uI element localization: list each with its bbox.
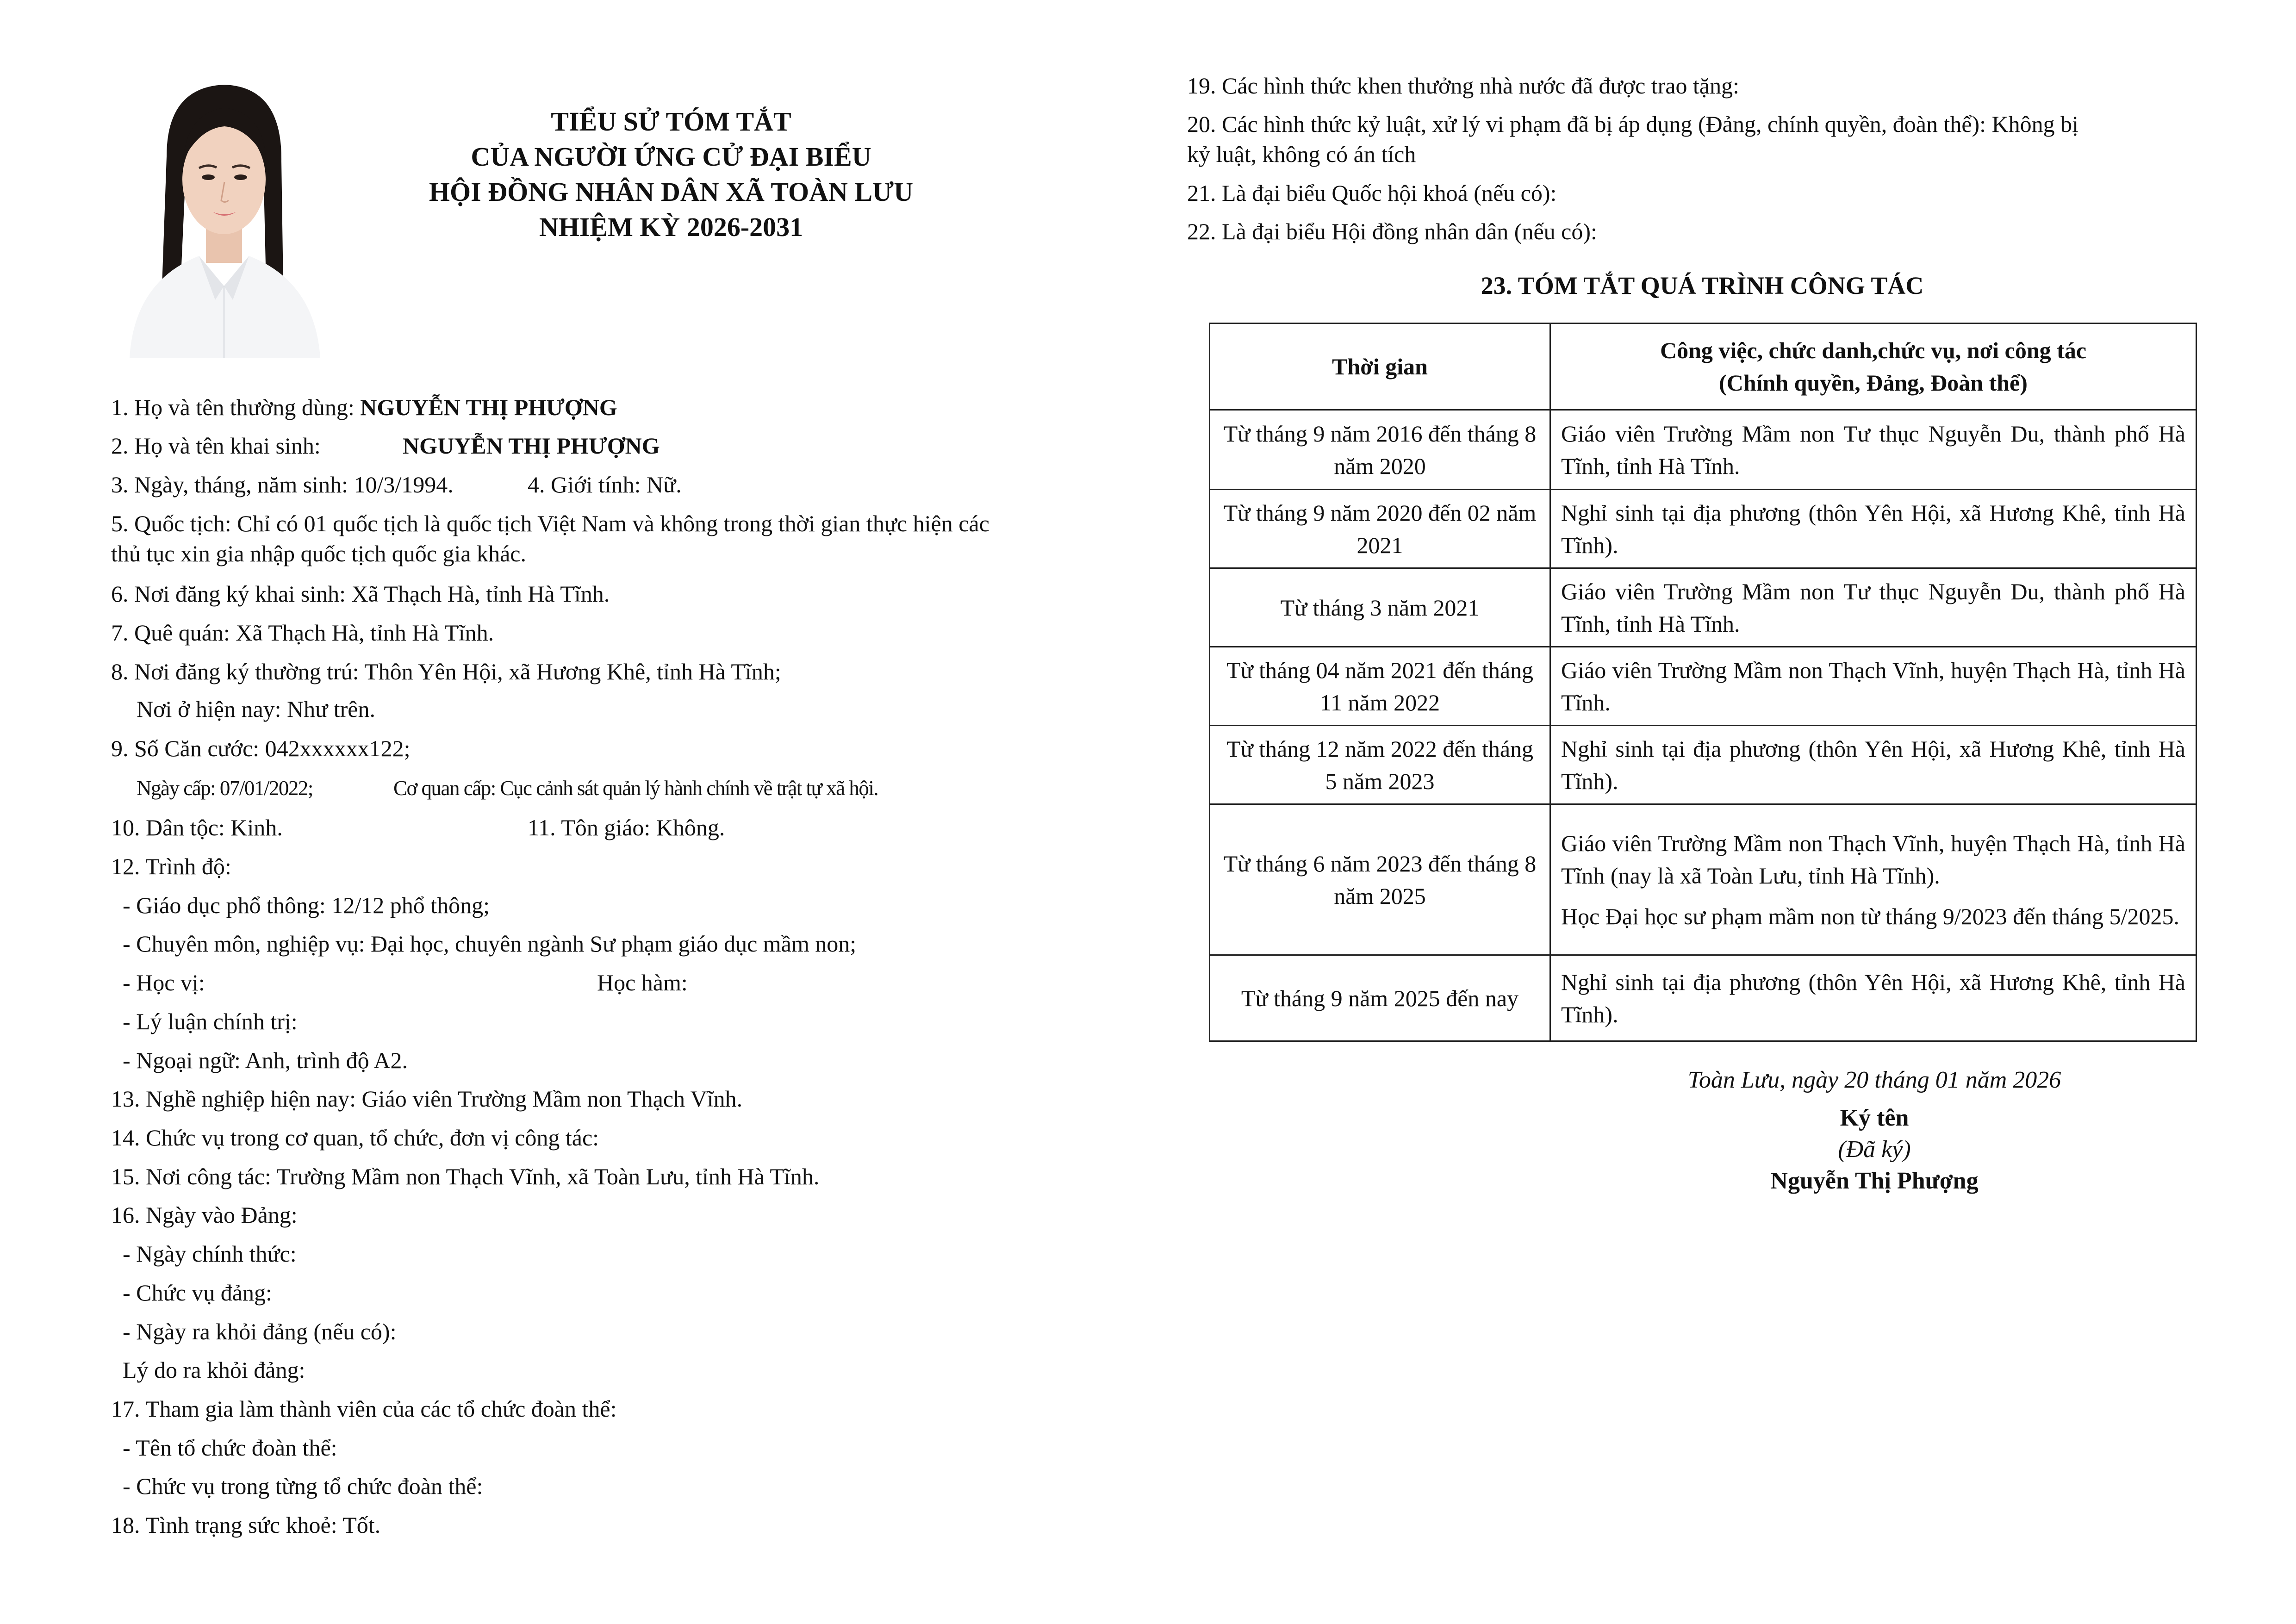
field-foreign-language: - Ngoại ngữ: Anh, trình độ A2.: [123, 1047, 408, 1073]
field-party-leave-date: - Ngày ra khỏi đảng (nếu có):: [123, 1319, 397, 1344]
row-job: [1550, 490, 2196, 568]
field-party-join-date: 16. Ngày vào Đảng:: [111, 1202, 298, 1228]
field-party-position: - Chức vụ đảng:: [123, 1280, 272, 1306]
table-row: [1210, 955, 2196, 1041]
row-time: Từ tháng 3 năm 2021: [1210, 568, 1550, 647]
row-time: Từ tháng 9 năm 2020 đến 02 năm 2021: [1210, 490, 1550, 568]
field-discipline-line-2: kỷ luật, không có án tích: [1187, 141, 1416, 167]
field-health-status: 18. Tình trạng sức khoẻ: Tốt.: [111, 1512, 381, 1538]
column-header-job: [1550, 324, 2196, 410]
field-nationality-line-1: 5. Quốc tịch: Chỉ có 01 quốc tịch là quốc tịch Việt Nam và không trong thời gian thực hiện các: [111, 510, 989, 536]
field-workplace: 15. Nơi công tác: Trường Mầm non Thạch Vĩnh, xã Toàn Lưu, tỉnh Hà Tĩnh.: [111, 1164, 820, 1189]
row-time: Từ tháng 04 năm 2021 đến tháng 11 năm 2022: [1210, 647, 1550, 726]
common-name-value: NGUYỄN THỊ PHƯỢNG: [360, 394, 617, 420]
title-line-2: CỦA NGƯỜI ỨNG CỬ ĐẠI BIỂU: [471, 142, 871, 172]
field-religion: 11. Tôn giáo: Không.: [528, 815, 725, 840]
field-state-awards: 19. Các hình thức khen thưởng nhà nước đã được trao tặng:: [1187, 73, 1739, 99]
field-party-leave-reason: Lý do ra khỏi đảng:: [123, 1357, 305, 1383]
job-entry: Giáo viên Trường Mầm non Tư thục Nguyễn Du, thành phố Hà Tĩnh, tỉnh Hà Tĩnh.: [1561, 420, 2185, 479]
field-education: 12. Trình độ:: [111, 853, 231, 879]
field-id-issuer: Cơ quan cấp: Cục cảnh sát quản lý hành chính về trật tự xã hội.: [393, 777, 878, 800]
row-time: Từ tháng 6 năm 2023 đến tháng 8 năm 2025: [1210, 804, 1550, 955]
field-birth-date: 3. Ngày, tháng, năm sinh: 10/3/1994.: [111, 472, 454, 498]
table-row: [1210, 647, 2196, 726]
job-entry: Nghỉ sinh tại địa phương (thôn Yên Hội, xã Hương Khê, tỉnh Hà Tĩnh).: [1561, 735, 2185, 794]
table-row: [1210, 804, 2196, 955]
field-organization-name: - Tên tổ chức đoàn thể:: [123, 1435, 337, 1461]
row-time: Từ tháng 12 năm 2022 đến tháng 5 năm 2023: [1210, 726, 1550, 804]
signature-signed-note: (Đã ký): [1838, 1136, 1911, 1163]
field-academic-title: Học hàm:: [597, 970, 688, 996]
row-job: [1550, 955, 2196, 1041]
job-entry: Nghỉ sinh tại địa phương (thôn Yên Hội, xã Hương Khê, tỉnh Hà Tĩnh).: [1561, 969, 2185, 1027]
column-header-job-line-1: Công việc, chức danh,chức vụ, nơi công tác: [1660, 337, 2087, 363]
column-header-time: Thời gian: [1210, 324, 1550, 410]
field-common-name: [111, 393, 617, 421]
table-header-row: [1210, 324, 2196, 410]
candidate-portrait-photo: [111, 68, 334, 358]
field-birth-name-label: 2. Họ và tên khai sinh:: [111, 433, 321, 459]
row-time: Từ tháng 9 năm 2016 đến tháng 8 năm 2020: [1210, 410, 1550, 490]
field-id-number: 9. Số Căn cước: 042xxxxxx122;: [111, 735, 411, 761]
row-job: [1550, 726, 2196, 804]
field-current-residence: Nơi ở hiện nay: Như trên.: [137, 696, 375, 722]
table-row: [1210, 726, 2196, 804]
job-entry: Giáo viên Trường Mầm non Thạch Vĩnh, huyện Thạch Hà, tỉnh Hà Tĩnh.: [1561, 657, 2185, 716]
table-row: [1210, 490, 2196, 568]
field-permanent-residence: 8. Nơi đăng ký thường trú: Thôn Yên Hội, xã Hương Khê, tỉnh Hà Tĩnh;: [111, 659, 781, 684]
job-entry: Nghỉ sinh tại địa phương (thôn Yên Hội, xã Hương Khê, tỉnh Hà Tĩnh).: [1561, 499, 2185, 558]
work-history-heading: 23. TÓM TẮT QUÁ TRÌNH CÔNG TÁC: [1481, 272, 1924, 299]
field-specialization: - Chuyên môn, nghiệp vụ: Đại học, chuyên ngành Sư phạm giáo dục mầm non;: [123, 931, 857, 957]
field-position: 14. Chức vụ trong cơ quan, tổ chức, đơn vị công tác:: [111, 1125, 599, 1151]
document-title: [324, 104, 1018, 245]
title-line-3: HỘI ĐỒNG NHÂN DÂN XÃ TOÀN LƯU: [429, 177, 914, 207]
job-entry: Học Đại học sư phạm mầm non từ tháng 9/2023 đến tháng 5/2025.: [1561, 903, 2179, 929]
field-political-theory: - Lý luận chính trị:: [123, 1008, 298, 1034]
field-gender: 4. Giới tính: Nữ.: [528, 472, 682, 498]
field-occupation: 13. Nghề nghiệp hiện nay: Giáo viên Trường Mầm non Thạch Vĩnh.: [111, 1086, 743, 1112]
signature-name: Nguyễn Thị Phượng: [1770, 1168, 1979, 1194]
field-people-council: 22. Là đại biểu Hội đồng nhân dân (nếu có):: [1187, 218, 1597, 244]
field-label: 1. Họ và tên thường dùng:: [111, 394, 361, 420]
field-hometown: 7. Quê quán: Xã Thạch Hà, tỉnh Hà Tĩnh.: [111, 620, 494, 646]
title-line-1: TIỂU SỬ TÓM TẮT: [551, 106, 791, 137]
row-job: [1550, 647, 2196, 726]
field-birth-registration: 6. Nơi đăng ký khai sinh: Xã Thạch Hà, tỉnh Hà Tĩnh.: [111, 581, 610, 607]
row-job: [1550, 410, 2196, 490]
work-history-table: [1209, 323, 2197, 1042]
field-organization-position: - Chức vụ trong từng tổ chức đoàn thể:: [123, 1473, 483, 1499]
field-discipline-line-1: 20. Các hình thức kỷ luật, xử lý vi phạm đã bị áp dụng (Đảng, chính quyền, đoàn thể): Không bị: [1187, 111, 2079, 137]
field-organizations: 17. Tham gia làm thành viên của các tổ chức đoàn thể:: [111, 1396, 617, 1422]
field-nationality-line-2: thủ tục xin gia nhập quốc tịch quốc gia khác.: [111, 541, 526, 566]
signature-place-date: Toàn Lưu, ngày 20 tháng 01 năm 2026: [1687, 1067, 2061, 1093]
table-row: [1210, 568, 2196, 647]
field-national-assembly: 21. Là đại biểu Quốc hội khoá (nếu có):: [1187, 180, 1557, 206]
field-academic-degree: - Học vị:: [123, 970, 205, 996]
job-entry: Giáo viên Trường Mầm non Thạch Vĩnh, huyện Thạch Hà, tỉnh Hà Tĩnh (nay là xã Toàn Lưu, tỉnh Hà Tĩnh).: [1561, 830, 2185, 889]
column-header-job-line-2: (Chính quyền, Đảng, Đoàn thể): [1719, 370, 2028, 396]
birth-name-value: NGUYỄN THỊ PHƯỢNG: [403, 433, 660, 459]
job-entry: Giáo viên Trường Mầm non Tư thục Nguyễn Du, thành phố Hà Tĩnh, tỉnh Hà Tĩnh.: [1561, 578, 2185, 637]
field-party-official-date: - Ngày chính thức:: [123, 1241, 297, 1267]
signature-label: Ký tên: [1840, 1105, 1909, 1131]
field-general-education: - Giáo dục phổ thông: 12/12 phổ thông;: [123, 892, 490, 918]
row-time: Từ tháng 9 năm 2025 đến nay: [1210, 955, 1550, 1041]
field-id-issue-date: Ngày cấp: 07/01/2022;: [137, 777, 313, 800]
field-ethnicity: 10. Dân tộc: Kinh.: [111, 815, 283, 840]
title-line-4: NHIỆM KỲ 2026-2031: [539, 212, 803, 242]
row-job: [1550, 568, 2196, 647]
row-job: [1550, 804, 2196, 955]
table-row: [1210, 410, 2196, 490]
